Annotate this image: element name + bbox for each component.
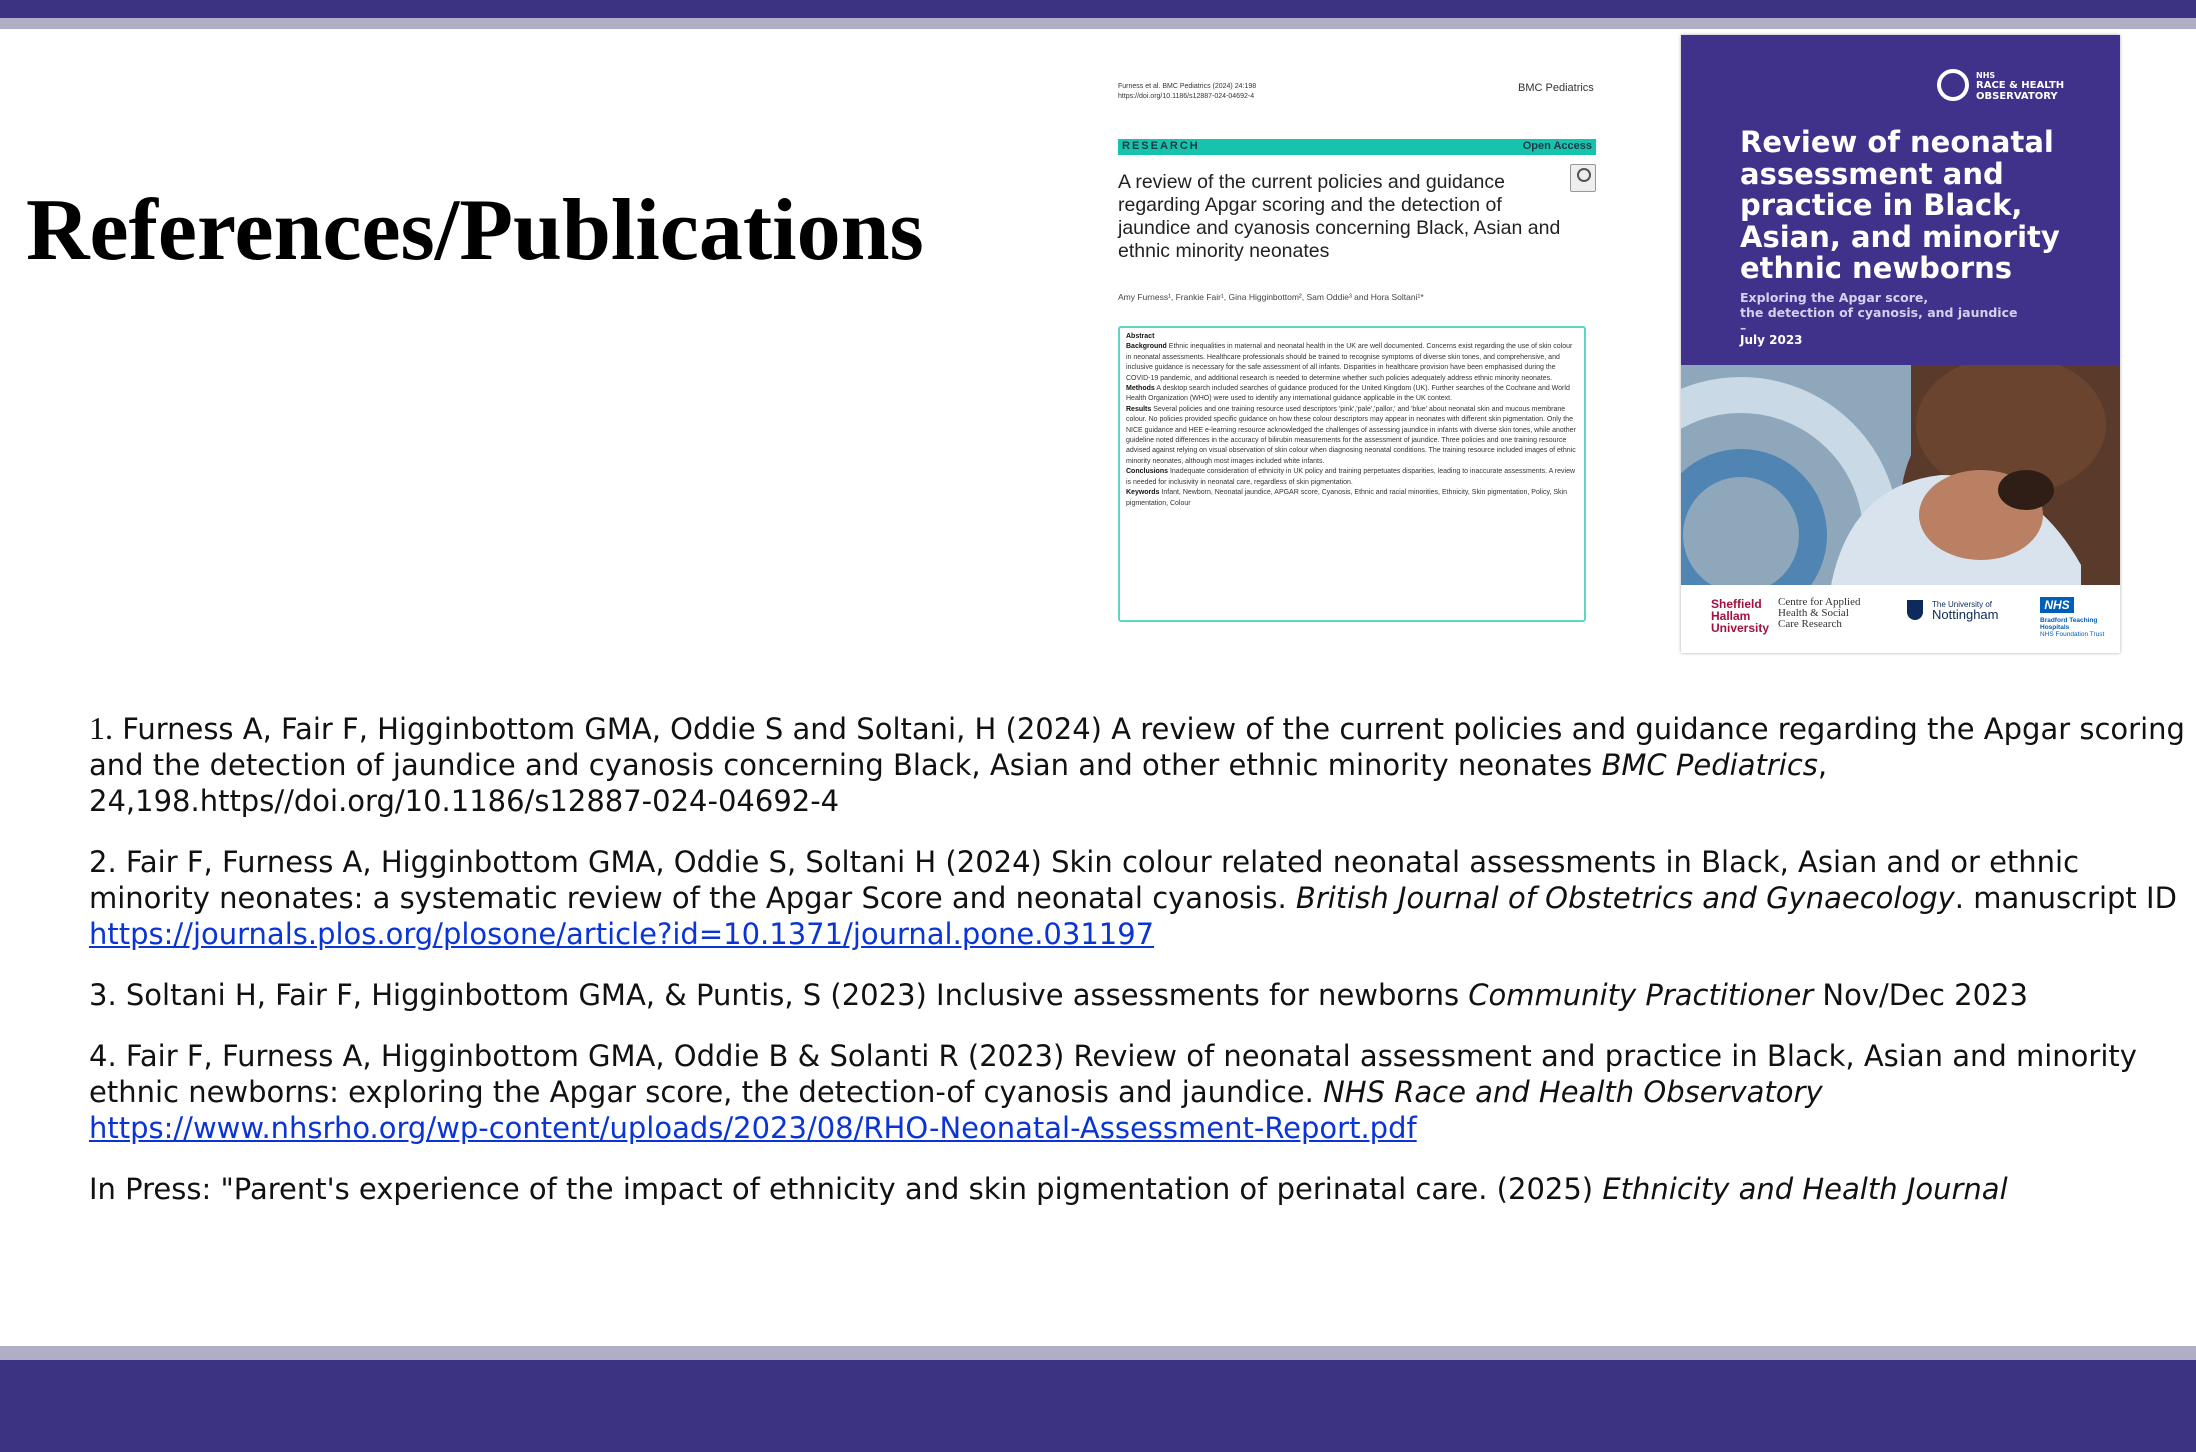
reference-item-3: 3. Soltani H, Fair F, Higginbottom GMA, & Puntis, S (2023) Inclusive assessments for newborns Community Practitioner Nov/Dec 2023: [89, 978, 2028, 1012]
cachr-logo: Centre for Applied Health & Social Care Research: [1778, 596, 1861, 630]
reference-4-link[interactable]: https://www.nhsrho.org/wp-content/uploads/2023/08/RHO-Neonatal-Assessment-Report.pdf: [89, 1111, 1417, 1145]
sheffield-hallam-logo: Sheffield Hallam University: [1711, 597, 1770, 635]
nhs-rho-logo-icon: [1937, 69, 1969, 101]
slide-title: References/Publications: [26, 182, 924, 279]
report-cover: [1681, 35, 2120, 653]
reference-2-link[interactable]: https://journals.plos.org/plosone/article?id=10.1371/journal.pone.031197: [89, 917, 1155, 951]
open-access-label: Open Access: [1522, 140, 1592, 152]
paper-authors: Amy Furness¹, Frankie Fair¹, Gina Higginbottom², Sam Oddie³ and Hora Soltani¹*: [1118, 292, 1424, 302]
photo-illustration: [1681, 365, 2120, 585]
top-bar-accent: [0, 18, 2196, 29]
report-date: July 2023: [1740, 333, 1803, 347]
bottom-bar: [0, 1360, 2196, 1452]
reference-item-4: 4. Fair F, Furness A, Higginbottom GMA, Oddie B & Solanti R (2023) Review of neonatal assessment and practice in Black, Asian and minority ethnic newborns: exploring the Apgar score, the detection-of cyanosis and jaundice. NHS Race and Health Observatory https://www.nhsrho.org/wp-content/uploads/2023/08/RHO-Neonatal-Assessment-Report.pdf: [89, 1039, 2137, 1145]
reference-item-2: 2. Fair F, Furness A, Higginbottom GMA, Oddie S, Soltani H (2024) Skin colour related neonatal assessments in Black, Asian and or ethnic minority neonates: a systematic review of the Apgar Score and neonatal cyanosis. British Journal of Obstetrics and Gynaecology. manuscript ID https://journals.plos.org/plosone/article?id=10.1371/journal.pone.031197: [89, 845, 2177, 951]
reference-list: [89, 710, 2189, 1232]
research-band: [1118, 139, 1596, 155]
research-label: RESEARCH: [1122, 140, 1200, 152]
top-bar: [0, 0, 2196, 18]
mother-and-baby-photo: [1681, 365, 2120, 585]
paper-title: A review of the current policies and guidance regarding Apgar scoring and the detection of jaundice and cyanosis concerning Black, Asian and ethnic minority neonates: [1118, 171, 1561, 262]
paper-journal-name: BMC Pediatrics: [1518, 82, 1594, 94]
reference-item-in-press: In Press: "Parent's experience of the impact of ethnicity and skin pigmentation of perinatal care. (2025) Ethnicity and Health Journal: [89, 1172, 2008, 1206]
nhs-rho-logo-text: NHS RACE & HEALTH OBSERVATORY: [1976, 71, 2065, 102]
report-subtitle: Exploring the Apgar score, the detection of cyanosis, and jaundice –: [1740, 290, 2018, 335]
nottingham-logo: The University of Nottingham: [1932, 600, 1999, 622]
paper-abstract: Abstract Background Ethnic inequalities in maternal and neonatal health in the UK are well documented. Concerns exist regarding the use of skin colour in neonatal assessments. Healthcare professionals should be trained to recognise symptoms of diverse skin tones, and comprehensive, and inclusive guidance is necessary for the safe assessment of all infants. Disparities in healthcare provision have been emphasised during the COVID-19 pandemic, and additional research is needed to determine whether such policies adequately address ethnic minority neonates. Methods A desktop search included searches of guidance produced for the United Kingdom (UK). Further searches of the Cochrane and World Health Organization (WHO) were used to identify any international guidance applicable in the UK context. Results Several policies and one training resource used descriptors 'pink','pale','pallor,' and 'blue' about neonatal skin and mucous membrane colour. No policies provided specific guidance on how these colour descriptors may appear in neonates with different skin pigmentation. Only the NICE guidance and HEE e-learning resource acknowledged the challenges of assessing jaundice in infants with diverse skin tones, while another guideline noted differences in the accuracy of bilirubin measurements for the assessment of jaundice. Three policies and one training resource advised against relying on visual observation of skin colour when diagnosing neonatal conditions. The training resource included images of ethnic minority neonates, although most images included white infants. Conclusions Inadequate consideration of ethnicity in UK policy and training perpetuates disparities, leading to inaccurate assessments. A review is needed for inclusivity in neonatal care, regardless of skin pigmentation. Keywords Infant, Newborn, Neonatal jaundice, APGAR score, Cyanosis, Ethnic and racial minorities, Ethnicity, Skin pigmentation, Policy, Skin pigmentation, Colour: [1118, 326, 1586, 622]
report-title: Review of neonatal assessment and practice in Black, Asian, and minority ethnic newborns: [1740, 125, 2060, 285]
bottom-bar-accent: [0, 1346, 2196, 1360]
paper-citation-header: Furness et al. BMC Pediatrics (2024) 24:198 https://doi.org/10.1186/s12887-024-04692-4: [1118, 83, 1257, 100]
bradford-logo: Bradford Teaching Hospitals NHS Foundation Trust: [2040, 617, 2105, 638]
nhs-logo: NHS: [2040, 597, 2074, 613]
paper-thumbnail: [1110, 40, 1650, 640]
nottingham-shield-icon: [1907, 600, 1923, 620]
check-for-updates-icon: [1570, 164, 1596, 192]
reference-item-1: 1. Furness A, Fair F, Higginbottom GMA, Oddie S and Soltani, H (2024) A review of the current policies and guidance regarding the Apgar scoring and the detection of jaundice and cyanosis concerning Black, Asian and other ethnic minority neonates BMC Pediatrics, 24,198.https//doi.org/10.1186/s12887-024-04692-4: [89, 710, 2185, 818]
